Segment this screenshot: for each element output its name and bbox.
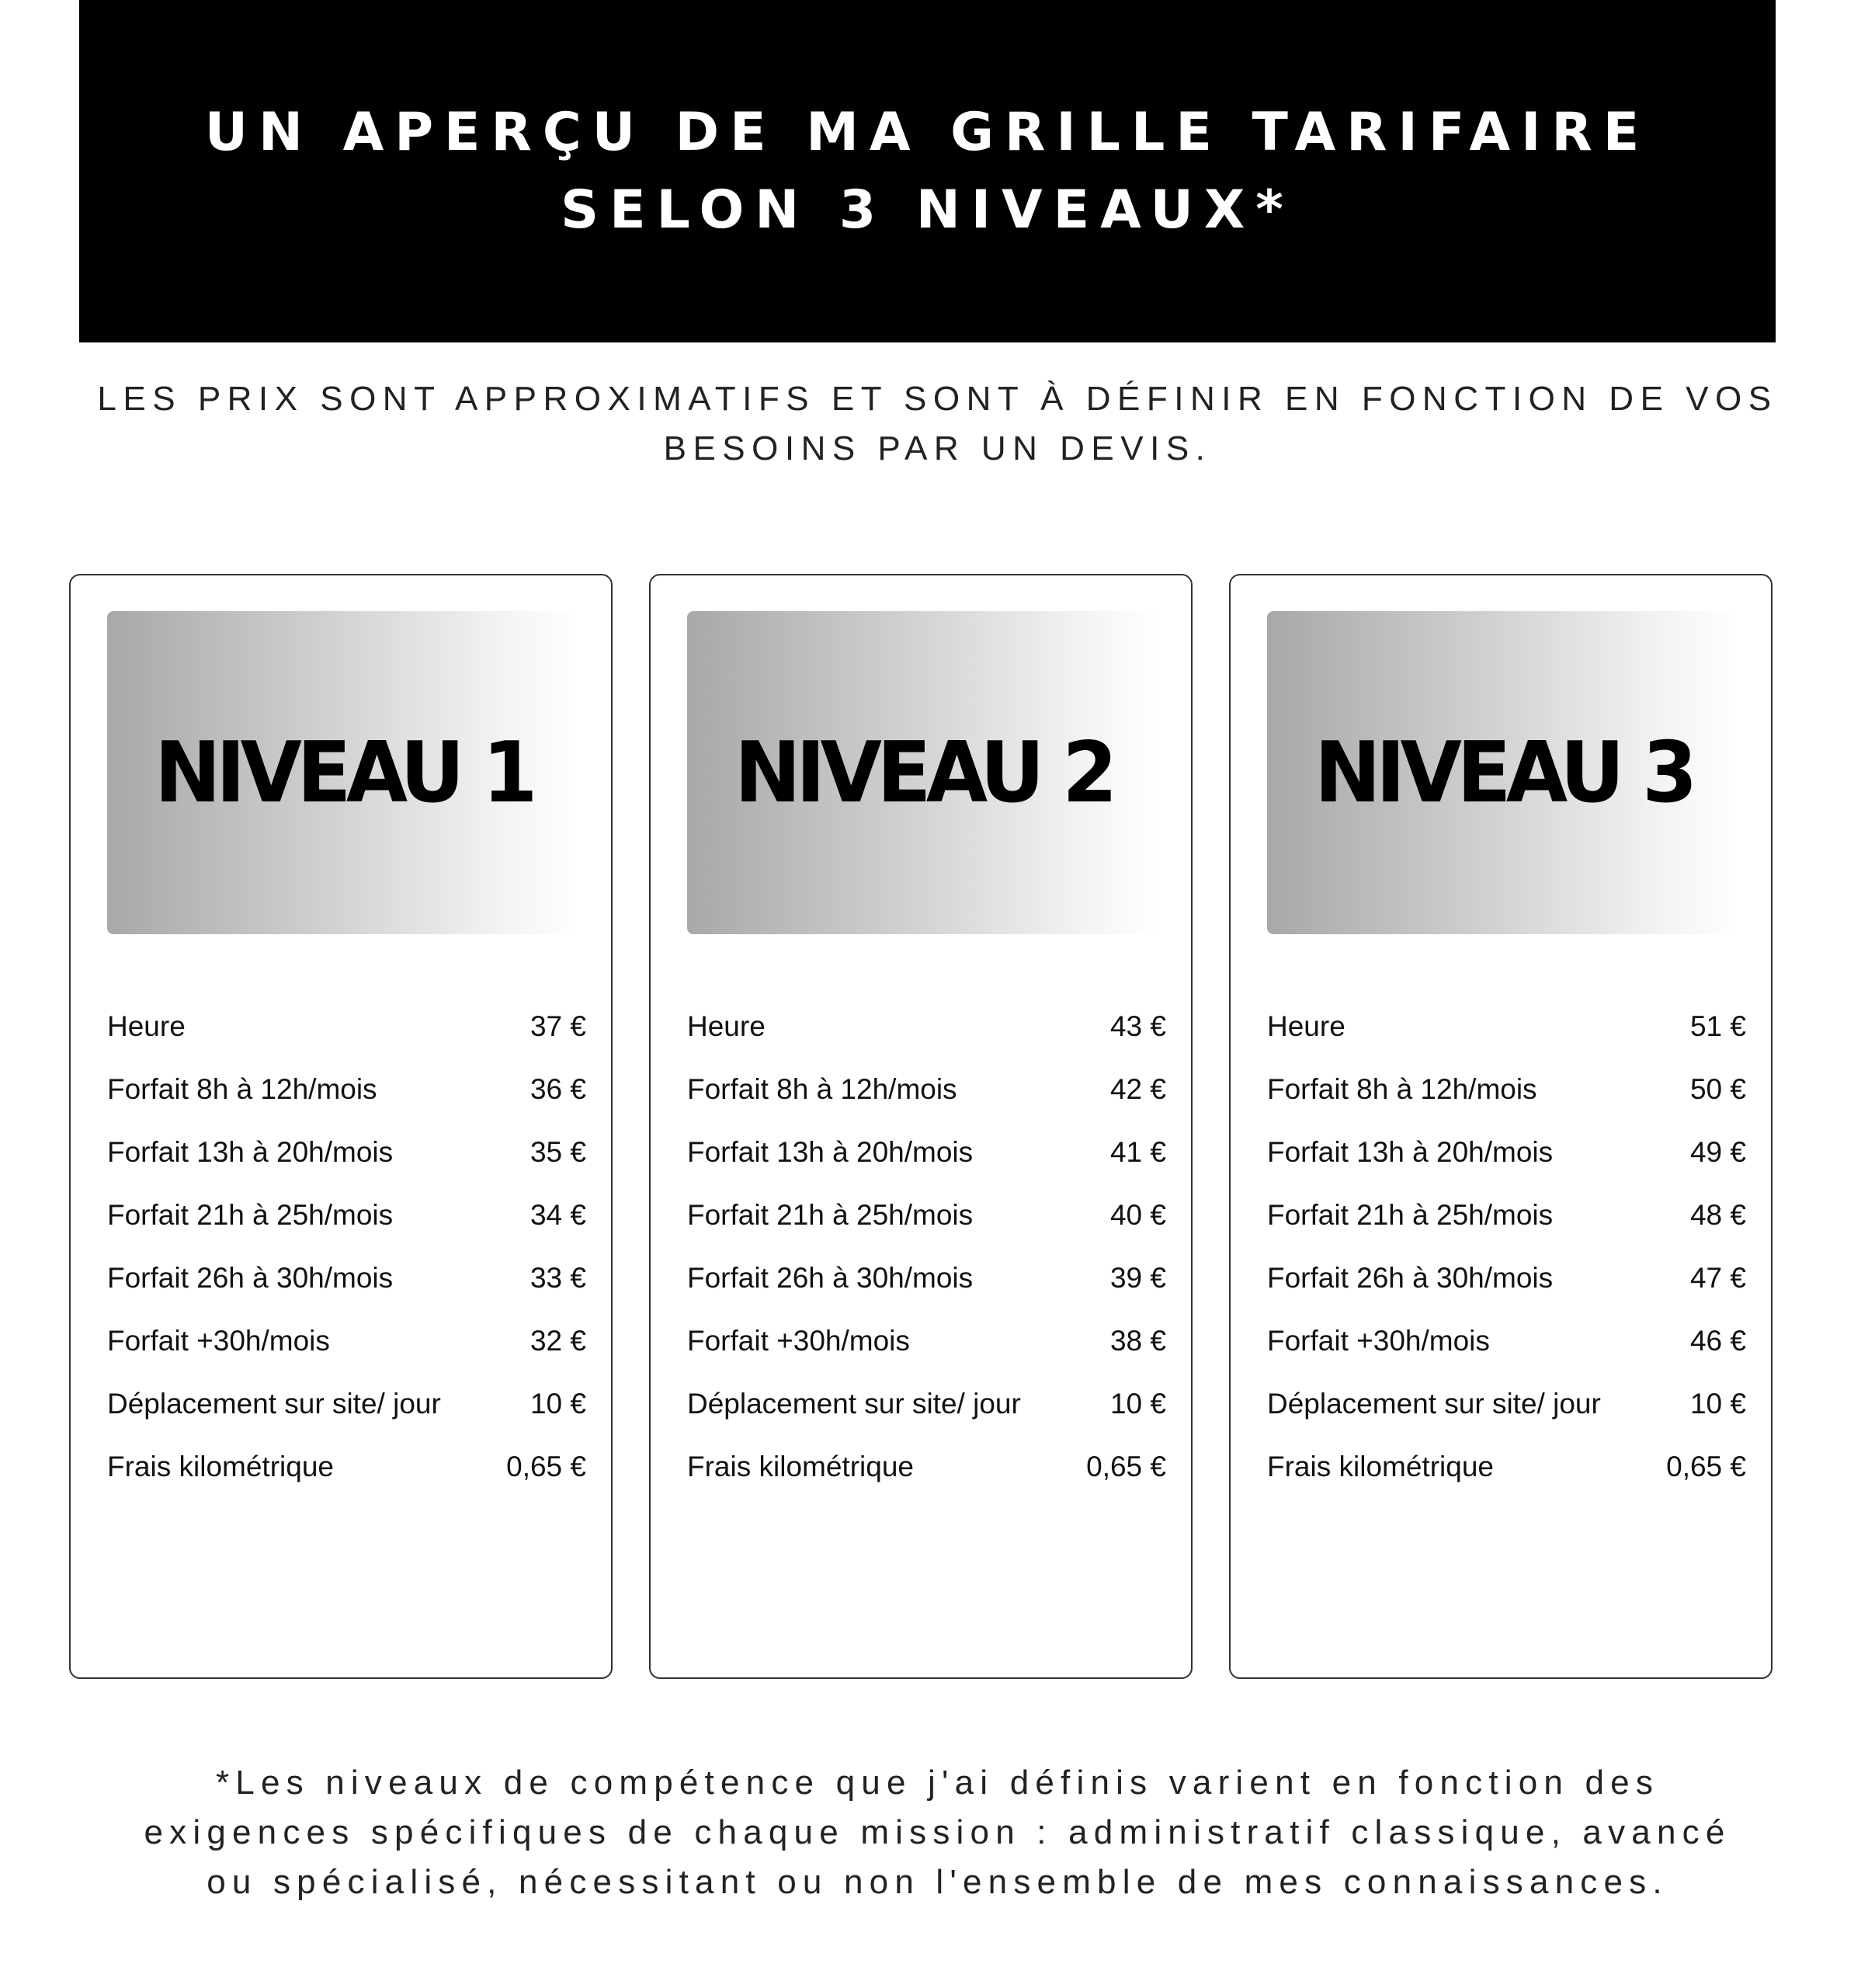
price-row [1267, 1121, 1746, 1183]
price-value: 43 € [1109, 1010, 1166, 1042]
card-header [687, 611, 1159, 934]
price-value: 49 € [1689, 1135, 1746, 1168]
price-row [687, 1435, 1166, 1498]
price-label: Forfait +30h/mois [687, 1324, 910, 1357]
price-row [1267, 1435, 1746, 1498]
card-title: NIVEAU 3 [1314, 724, 1693, 822]
price-value: 40 € [1109, 1198, 1166, 1231]
price-row [107, 1121, 586, 1183]
price-value: 41 € [1109, 1135, 1166, 1168]
price-row [1267, 1309, 1746, 1372]
footnote [47, 1758, 1828, 1907]
price-row [1267, 1246, 1746, 1309]
title-banner [79, 0, 1776, 342]
page-title-line-1: UN APERÇU DE MA GRILLE TARIFAIRE [204, 101, 1651, 163]
price-value: 10 € [1109, 1387, 1166, 1420]
pricing-disclaimer [47, 374, 1828, 474]
price-label: Forfait 21h à 25h/mois [107, 1198, 394, 1231]
disclaimer-line-2: BESOINS PAR UN DEVIS. [663, 429, 1212, 467]
price-row [687, 1121, 1166, 1183]
price-label: Frais kilométrique [687, 1450, 914, 1482]
price-value: 38 € [1109, 1324, 1166, 1357]
price-row [107, 1435, 586, 1498]
price-row [687, 1058, 1166, 1121]
price-label: Forfait 13h à 20h/mois [687, 1135, 974, 1168]
footnote-line-2: exigences spécifiques de chaque mission : administratif classique, avancé [144, 1813, 1731, 1851]
price-value: 10 € [1689, 1387, 1746, 1420]
price-row [107, 1372, 586, 1435]
card-title: NIVEAU 2 [734, 724, 1113, 822]
price-list [107, 995, 586, 1498]
price-value: 50 € [1689, 1072, 1746, 1105]
price-label: Déplacement sur site/ jour [687, 1387, 1021, 1420]
price-list [1267, 995, 1746, 1498]
price-row [687, 1309, 1166, 1372]
price-value: 10 € [530, 1387, 586, 1420]
price-value: 0,65 € [1666, 1450, 1746, 1482]
price-row [1267, 1058, 1746, 1121]
price-list [687, 995, 1166, 1498]
pricing-card-level-2 [649, 574, 1193, 1679]
page-title-line-2: SELON 3 NIVEAUX* [561, 179, 1294, 241]
price-label: Forfait 21h à 25h/mois [687, 1198, 974, 1231]
price-label: Forfait 8h à 12h/mois [1267, 1072, 1537, 1105]
price-value: 47 € [1689, 1261, 1746, 1294]
price-row [107, 1058, 586, 1121]
price-label: Déplacement sur site/ jour [1267, 1387, 1601, 1420]
price-row [687, 1183, 1166, 1246]
price-label: Frais kilométrique [107, 1450, 334, 1482]
price-row [1267, 1372, 1746, 1435]
price-label: Forfait 26h à 30h/mois [687, 1261, 974, 1294]
price-label: Forfait 8h à 12h/mois [107, 1072, 377, 1105]
price-row [1267, 1183, 1746, 1246]
price-value: 35 € [530, 1135, 586, 1168]
price-row [687, 1246, 1166, 1309]
price-label: Forfait 13h à 20h/mois [107, 1135, 394, 1168]
card-header [107, 611, 579, 934]
price-label: Forfait 8h à 12h/mois [687, 1072, 957, 1105]
price-row [107, 1183, 586, 1246]
price-row [687, 995, 1166, 1058]
price-value: 34 € [530, 1198, 586, 1231]
price-value: 0,65 € [506, 1450, 586, 1482]
card-title: NIVEAU 1 [154, 724, 533, 822]
price-row [107, 995, 586, 1058]
footnote-line-3: ou spécialisé, nécessitant ou non l'ensemble de mes connaissances. [207, 1863, 1668, 1901]
price-row [1267, 995, 1746, 1058]
price-label: Forfait 26h à 30h/mois [107, 1261, 394, 1294]
price-value: 37 € [530, 1010, 586, 1042]
price-label: Heure [107, 1010, 186, 1042]
price-label: Déplacement sur site/ jour [107, 1387, 441, 1420]
price-value: 39 € [1109, 1261, 1166, 1294]
price-label: Heure [687, 1010, 766, 1042]
price-value: 33 € [530, 1261, 586, 1294]
price-value: 51 € [1689, 1010, 1746, 1042]
price-label: Forfait 13h à 20h/mois [1267, 1135, 1554, 1168]
price-label: Forfait +30h/mois [107, 1324, 330, 1357]
price-value: 36 € [530, 1072, 586, 1105]
price-value: 42 € [1109, 1072, 1166, 1105]
price-label: Forfait 21h à 25h/mois [1267, 1198, 1554, 1231]
price-label: Heure [1267, 1010, 1345, 1042]
disclaimer-line-1: LES PRIX SONT APPROXIMATIFS ET SONT À DÉFINIR EN FONCTION DE VOS [97, 380, 1778, 418]
price-value: 48 € [1689, 1198, 1746, 1231]
price-value: 0,65 € [1086, 1450, 1166, 1482]
price-row [107, 1309, 586, 1372]
price-row [687, 1372, 1166, 1435]
pricing-card-level-1 [69, 574, 613, 1679]
price-label: Forfait +30h/mois [1267, 1324, 1490, 1357]
pricing-card-level-3 [1229, 574, 1773, 1679]
price-label: Forfait 26h à 30h/mois [1267, 1261, 1554, 1294]
footnote-line-1: *Les niveaux de compétence que j'ai définis varient en fonction des [215, 1764, 1660, 1802]
price-value: 46 € [1689, 1324, 1746, 1357]
price-row [107, 1246, 586, 1309]
card-header [1267, 611, 1739, 934]
price-label: Frais kilométrique [1267, 1450, 1494, 1482]
price-value: 32 € [530, 1324, 586, 1357]
